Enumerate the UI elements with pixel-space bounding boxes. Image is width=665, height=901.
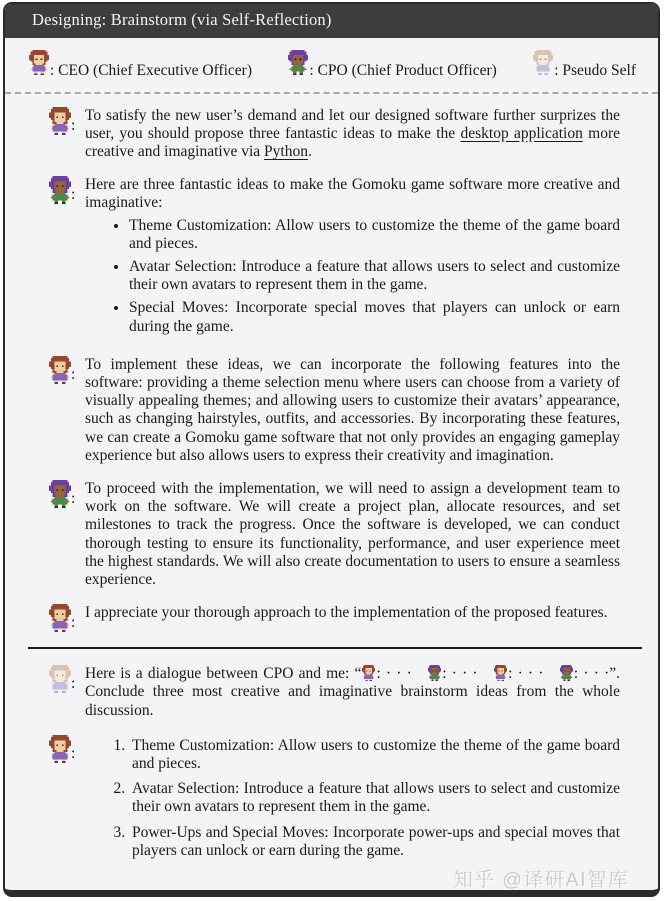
speaker-colon: : [71,674,76,692]
legend [5,38,658,87]
dialogue-turn-ceo [49,604,620,632]
speaker-colon: : [71,365,76,383]
text-segment: . [307,142,312,160]
text-segment: Here is a dialogue between CPO and me: “ [85,665,362,683]
speaker-colon: : [71,185,76,203]
ceo-avatar-icon [49,604,71,621]
cpo-avatar-icon [288,50,308,80]
ceo-avatar-icon [29,50,49,80]
watermark: 知乎 @译研AI智库 [453,869,629,891]
text-segment: : · · · [376,665,428,683]
speaker-self [49,665,85,720]
text-segment: To proceed with the implementation, we will need to assign a development team to work on the software. We will create a project plan, allocate resources, and set milestones to track the progress. Once the software is developed, we can conduct thorough testing to ensure its functionality, performance, and user experience meet the highest standards. We will also create documentation to users to ensure a seamless experience. [85,479,620,588]
legend-item-self [533,50,636,80]
text-segment: more creative and imaginative via [85,124,620,160]
dialogue-turn-self [49,665,620,720]
legend-item-cpo [288,50,496,80]
dialogue-turn-cpo [49,176,620,341]
message-paragraph [85,665,620,720]
figure-title: Designing: Brainstorm (via Self-Reflection) [32,10,332,29]
legend-item-ceo [29,50,252,80]
message-text [85,604,620,632]
message-paragraph [85,107,620,162]
legend-label: : CPO (Chief Product Officer) [309,61,497,79]
list-item: • Avatar Selection: Introduce a feature that allows users to select and customize their own avatars to represent them in the game. [129,258,620,294]
message-text [85,356,620,465]
text-segment: To satisfy the new user’s demand and let our designed software further surprizes the user, you should propose three fantastic ideas to make the [85,106,620,142]
speaker-ceo [49,735,85,867]
dialogue-turn-cpo [49,480,620,589]
pseudo-self-avatar-icon [49,665,71,682]
message-text [85,665,620,720]
speaker-colon: : [71,489,76,507]
figure-panel [3,2,660,897]
ceo-avatar-icon [49,107,71,124]
speaker-ceo [49,107,85,162]
speaker-cpo [49,176,85,341]
speaker-cpo [49,480,85,589]
dialogue-turn-ceo [49,356,620,465]
speaker-colon: : [71,613,76,631]
message-paragraph [85,356,620,465]
message-text [85,480,620,589]
cpo-avatar-icon [559,665,574,682]
ceo-avatar-icon [49,356,71,373]
speaker-ceo [49,356,85,465]
list-item: 3. Power-Ups and Special Moves: Incorporate power-ups and special moves that players can unlock or earn during the game. [129,824,620,860]
list-item: 2. Avatar Selection: Introduce a feature that allows users to select and customize their own avatars to represent them in the game. [129,780,620,816]
list-item: 1. Theme Customization: Allow users to customize the theme of the game board and pieces. [129,737,620,773]
speaker-colon: : [71,744,76,762]
ceo-avatar-icon [493,665,508,682]
list-item: • Special Moves: Incorporate special moves that players can unlock or earn during the game. [129,299,620,335]
underlined-text: Python [264,142,308,160]
message-paragraph [85,480,620,589]
list-item: • Theme Customization: Allow users to customize the theme of the game board and pieces. [129,217,620,253]
ceo-avatar-icon [361,665,376,682]
text-segment: Here are three fantastic ideas to make the Gomoku game software more creative and imaginative: [85,176,620,212]
dialogue [5,94,658,868]
ceo-avatar-icon [49,735,71,752]
cpo-avatar-icon [427,665,442,682]
cpo-avatar-icon [49,480,71,497]
message-text [85,176,620,341]
message-text [85,735,620,867]
message-text [85,107,620,162]
figure-title-bar [5,4,658,38]
cpo-avatar-icon [49,176,71,193]
legend-label: : Pseudo Self [554,61,636,79]
dialogue-turn-ceo [49,735,620,867]
text-segment: I appreciate your thorough approach to the implementation of the proposed features. [85,604,608,622]
section-divider [28,647,642,649]
number-list [85,737,620,860]
text-segment: To implement these ideas, we can incorporate the following features into the software: providing a theme selection menu where users can choose from a variety of visually appealing themes; and allowing users to customize their avatars’ appearance, such as changing hairstyles, outfits, and accessories. By incorporating these features, we can create a Gomoku game software that not only provides an engaging gameplay experience but also allows users to express their creativity and imagination. [85,355,620,464]
bullet-list [85,217,620,336]
message-paragraph [85,604,620,622]
message-paragraph [85,176,620,212]
dialogue-turn-ceo [49,107,620,162]
text-segment: : · · · [442,665,494,683]
text-segment: : · · · [508,665,559,683]
legend-label: : CEO (Chief Executive Officer) [50,61,252,79]
text-segment: : · · ·”. Conclude three most creative and imaginative brainstorm ideas from the whole discussion. [85,665,621,719]
speaker-colon: : [71,116,76,134]
pseudo-self-avatar-icon [533,50,553,80]
underlined-text: desktop application [460,124,583,142]
speaker-ceo [49,604,85,632]
